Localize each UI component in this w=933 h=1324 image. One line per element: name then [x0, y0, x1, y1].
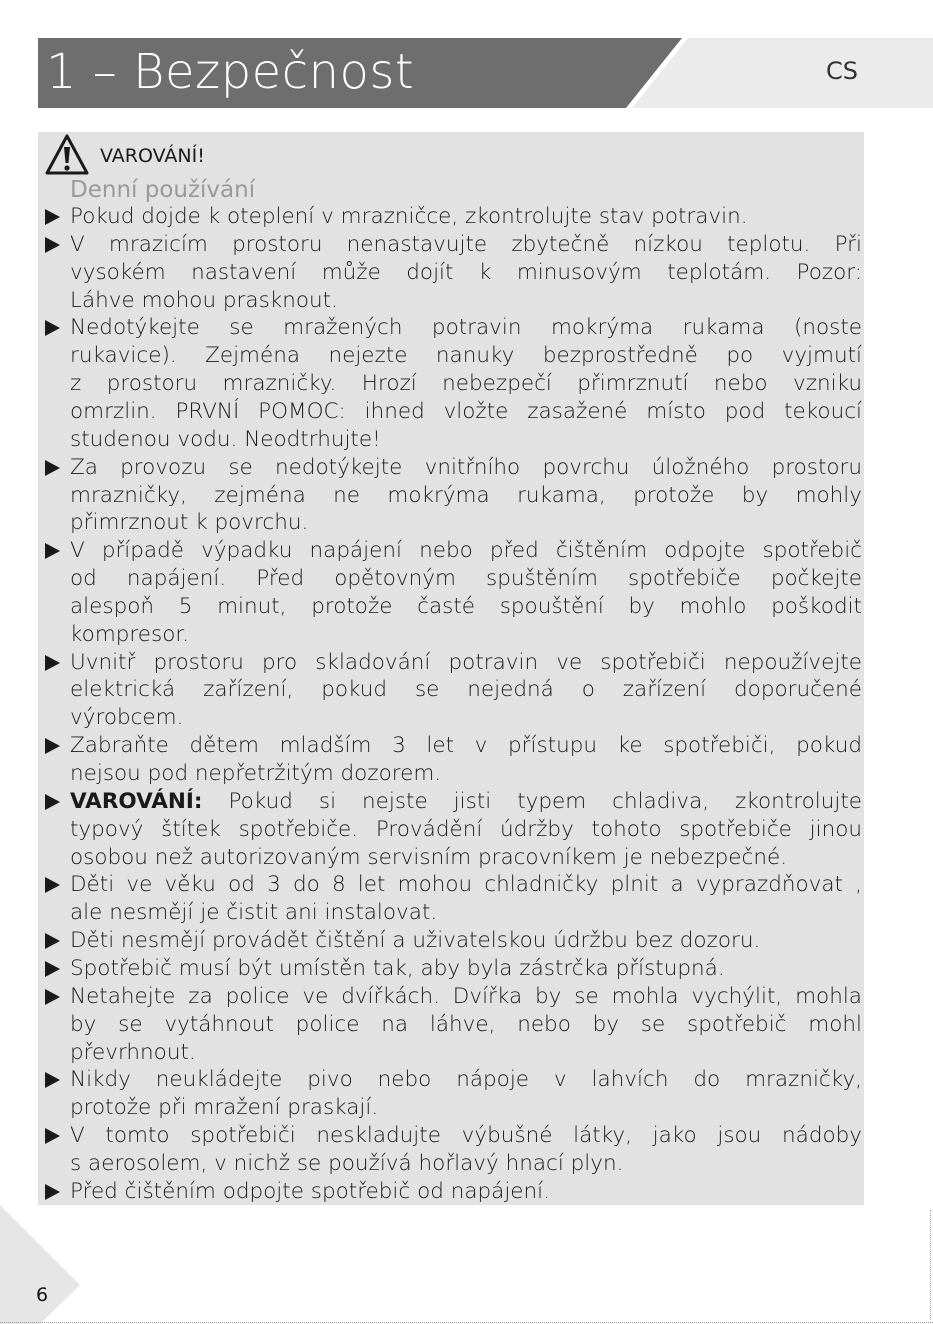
- list-item-line: alespoň 5 minut, protože časté spouštění by mohlo poškodit: [70, 593, 862, 619]
- bullet-arrow-icon: [45, 738, 60, 754]
- list-item-line: rukavice). Zejména nejezte nanuky bezprostředně po vyjmutí: [70, 343, 862, 369]
- bullet-arrow-icon: [45, 209, 60, 225]
- bullet-arrow-icon: [45, 989, 60, 1005]
- bullet-arrow-icon: [45, 320, 60, 336]
- list-item-line: s aerosolem, v nichž se používá hořlavý hnací plyn.: [70, 1150, 624, 1176]
- list-item-line: výrobcem.: [70, 705, 184, 731]
- list-item-line: mrazničky, zejména ne mokrýma rukama, protože by mohly: [70, 482, 862, 508]
- list-item-line: V případě výpadku napájení nebo před čištěním odpojte spotřebič: [70, 538, 862, 564]
- bullet-arrow-icon: [45, 877, 60, 893]
- bullet-arrow-icon: [45, 543, 60, 559]
- list-item-line: elektrická zařízení, pokud se nejedná o zařízení doporučené: [70, 677, 862, 703]
- page-title: 1 – Bezpečnost: [46, 44, 415, 100]
- list-item-line: od napájení. Před opětovným spuštěním spotřebiče počkejte: [70, 566, 862, 592]
- list-item-line: kompresor.: [70, 621, 190, 647]
- warning-heading: VAROVÁNÍ!: [100, 145, 205, 167]
- list-item-line: Spotřebič musí být umístěn tak, aby byla zástrčka přístupná.: [70, 955, 725, 981]
- list-item-line: [70, 788, 862, 816]
- bullet-arrow-icon: [45, 655, 60, 671]
- list-item-line: přimrznout k povrchu.: [70, 510, 309, 536]
- list-item-line: typový štítek spotřebiče. Provádění údržby tohoto spotřebiče jinou: [70, 816, 862, 842]
- list-item-lead: VAROVÁNÍ:: [70, 788, 203, 814]
- list-item-line: protože při mražení praskají.: [70, 1095, 379, 1121]
- right-dotted-rule: [930, 1210, 931, 1320]
- list-item-line: by se vytáhnout police na láhve, nebo by se spotřebič mohl: [70, 1011, 862, 1037]
- list-item-line: Netahejte za police ve dvířkách. Dvířka by se mohla vychýlit, mohla: [70, 983, 862, 1009]
- list-item-line: osobou než autorizovaným servisním pracovníkem je nebezpečné.: [70, 844, 788, 870]
- list-item-line: Děti nesmějí provádět čištění a uživatelskou údržbu bez dozoru.: [70, 928, 761, 954]
- list-item-line: nejsou pod nepřetržitým dozorem.: [70, 761, 442, 786]
- list-item-line: Před čištěním odpojte spotřebič od napájení.: [70, 1178, 550, 1204]
- list-item-line: ale nesmějí je čistit ani instalovat.: [70, 900, 438, 926]
- list-item-line: Uvnitř prostoru pro skladování potravin ve spotřebiči nepoužívejte: [70, 649, 862, 675]
- list-item-line: Nedotýkejte se mražených potravin mokrýma rukama (noste: [70, 315, 862, 341]
- list-item-line: Láhve mohou prasknout.: [70, 287, 338, 313]
- list-item-line: V tomto spotřebiči neskladujte výbušné látky, jako jsou nádoby: [70, 1123, 862, 1149]
- language-code: CS: [826, 57, 858, 85]
- bullet-arrow-icon: [45, 460, 60, 476]
- list-item-line: Děti ve věku od 3 do 8 let mohou chladničky plnit a vyprazdňovat ,: [70, 872, 862, 898]
- bullet-arrow-icon: [45, 933, 60, 949]
- bottom-dotted-rule: [0, 1322, 933, 1323]
- list-item-line: V mrazicím prostoru nenastavujte zbytečně nízkou teplotu. Při: [70, 231, 862, 257]
- list-item-line: z prostoru mrazničky. Hrozí nebezpečí přimrznutí nebo vzniku: [70, 371, 862, 397]
- bullet-arrow-icon: [45, 794, 60, 810]
- list-item-line: vysokém nastavení může dojít k minusovým teplotám. Pozor:: [70, 259, 862, 285]
- list-item-line: studenou vodu. Neodtrhujte!: [70, 426, 381, 452]
- list-item-line: Zabraňte dětem mladším 3 let v přístupu ke spotřebiči, pokud: [70, 733, 862, 759]
- list-item-line: Pokud dojde k oteplení v mrazničce, zkontrolujte stav potravin.: [70, 204, 748, 229]
- list-item-line: Za provozu se nedotýkejte vnitřního povrchu úložného prostoru: [70, 454, 862, 480]
- list-item-text: Pokud si nejste jisti typem chladiva, zkontrolujte: [202, 788, 862, 814]
- bullet-arrow-icon: [45, 1072, 60, 1088]
- bullet-arrow-icon: [45, 1128, 60, 1144]
- bullet-arrow-icon: [45, 1184, 60, 1200]
- bullet-arrow-icon: [45, 961, 60, 977]
- list-item-line: Nikdy neukládejte pivo nebo nápoje v lahvích do mrazničky,: [70, 1067, 862, 1093]
- section-subheading: Denní používání: [70, 177, 256, 203]
- list-item-line: omrzlin. PRVNÍ POMOC: ihned vložte zasažené místo pod tekoucí: [70, 398, 862, 424]
- page-number: 6: [36, 1284, 49, 1306]
- bullet-arrow-icon: [45, 237, 60, 253]
- list-item-line: převrhnout.: [70, 1039, 196, 1065]
